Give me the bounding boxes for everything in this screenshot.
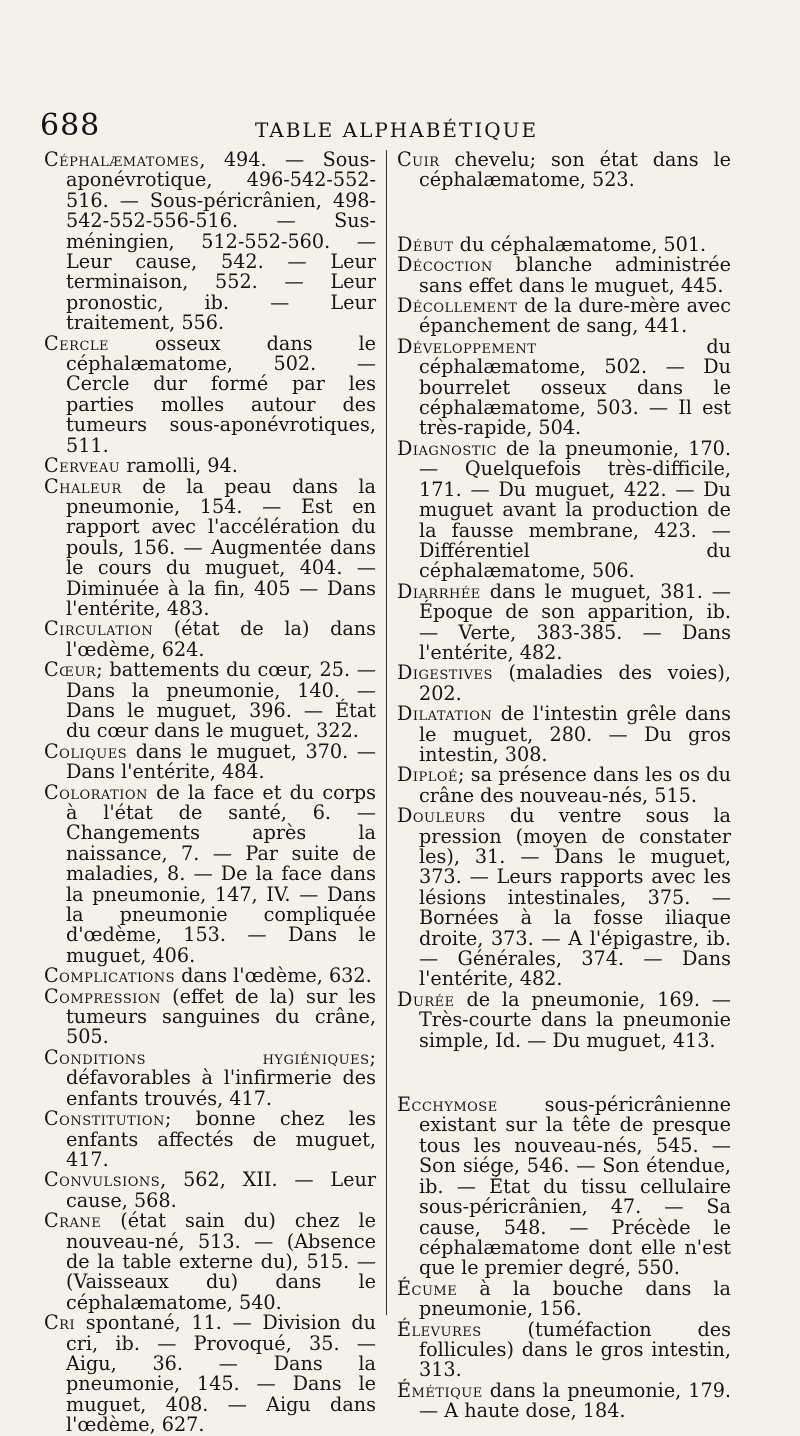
index-entry (397, 663, 731, 704)
index-term: Début (397, 232, 454, 256)
index-term: Cercle (44, 331, 110, 355)
index-text: (état de la) dans l'œdème, 624. (66, 617, 376, 661)
index-term: Chaleur (44, 474, 122, 498)
index-entry (397, 334, 731, 440)
index-term: Céphalæmatomes (44, 148, 200, 171)
index-text: de la peau dans la pneumonie, 154. — Est en rapport avec l'accélération du pouls, 156. — Augmentée dans le cours du muguet, 404. — Diminuée à la fin, 405 — Dans l'entérite, 483. (66, 474, 376, 620)
index-text: de la face et du corps à l'état de santé, 6. — Changements après la naissance, 7. — Par suite de maladies, 8. — De la face dans la pneumonie, 147, IV. — Dans la pneumonie compliquée d'œdème, 153. — Dans le muguet, 406. (66, 780, 376, 967)
index-text: de la dure-mère avec épanchement de sang, 441. (419, 294, 731, 338)
index-group-d (397, 232, 731, 1052)
index-text: dans le muguet, 370. — Dans l'entérite, 484. (66, 739, 376, 784)
index-entry (397, 765, 731, 806)
index-term: Élevures (397, 1317, 482, 1341)
section-gap (397, 1051, 731, 1095)
index-entry (397, 1378, 731, 1423)
index-entry (44, 739, 376, 784)
index-term: Cri (44, 1311, 76, 1335)
index-text: , 494. — Sous-aponévrotique, 496-542-552-516. — Sous-péricrânien, 498-542-552-556-516. — Sus-méningien, 512-552-560. — Leur cause, 542. — Leur terminaison, 552. — Leur pronostic, ib. — Leur traitement, 556. (66, 148, 376, 335)
index-text: ; défavorables à l'infirmerie des enfants trouvés, 417. (66, 1045, 376, 1110)
index-text: (tuméfaction des follicules) dans le gros intestin, 313. (419, 1317, 731, 1382)
index-entry (44, 456, 376, 476)
index-entry (44, 474, 376, 620)
index-term: Complications (44, 964, 176, 988)
index-term: Conditions hygiéniques (44, 1045, 370, 1069)
index-term: Cuir (397, 148, 440, 171)
index-entry (397, 987, 731, 1052)
index-column-right (397, 150, 731, 1422)
index-entry (397, 806, 731, 990)
index-term: Durée (397, 987, 455, 1011)
index-text: , 562, XII. — Leur cause, 568. (66, 1168, 376, 1212)
index-text: ; battements du cœur, 25. — Dans la pneumonie, 140. — Dans le muguet, 396. — État du cœur dans le muguet, 322. (66, 658, 376, 743)
index-term: Diagnostic (397, 436, 497, 460)
index-entry (44, 150, 376, 334)
index-text: de l'intestin grêle dans le muguet, 280. — Du gros intestin, 308. (419, 702, 731, 766)
index-entry (397, 436, 731, 583)
index-term: Constitution (44, 1107, 165, 1131)
index-term: Décoction (397, 253, 493, 277)
index-term: Diploé (397, 763, 459, 787)
index-text: blanche administrée sans effet dans le muguet, 445. (419, 253, 731, 297)
index-text: dans la pneumonie, 179. — A haute dose, 184. (419, 1378, 731, 1423)
index-term: Compression (44, 984, 161, 1008)
index-entry (44, 331, 376, 457)
index-text: de la pneumonie, 170. — Quelquefois très-difficile, 171. — Du muguet, 422. — Du muguet avant la production de la fausse membrane, 423. — Différentiel du céphalæmatome, 506. (419, 436, 731, 583)
index-group-e (397, 1095, 731, 1422)
index-entry (397, 150, 731, 191)
index-term: Coliques (44, 739, 128, 763)
index-term: Crane (44, 1209, 102, 1233)
index-text: à la bouche dans la pneumonie, 156. (419, 1276, 731, 1321)
index-text: spontané, 11. — Division du cri, ib. — Provoqué, 35. — Aigu, 36. — Dans la pneumonie, 145. — Dans le muguet, 408. — Aigu dans l'œdème, 627. (66, 1311, 376, 1436)
index-entry (44, 619, 376, 660)
index-entry (44, 1211, 376, 1313)
index-term: Décollement (397, 294, 518, 318)
section-gap (397, 191, 731, 235)
index-entry (44, 1045, 376, 1110)
index-text: du ventre sous la pression (moyen de constater les), 31. — Dans le muguet, 373. — Leurs rapports avec les lésions intestinales, 375. — Bornées à la fosse iliaque droite, 373. — A l'épigastre, ib. — Générales, 374. — Dans l'entérite, 482. (419, 804, 731, 991)
index-entry (44, 1313, 376, 1435)
page-header (40, 108, 740, 148)
index-term: Douleurs (397, 804, 486, 828)
index-term: Développement (397, 334, 537, 358)
index-term: Dilatation (397, 702, 493, 726)
index-term: Digestives (397, 661, 493, 685)
index-term: Coloration (44, 780, 148, 804)
index-entry (44, 780, 376, 967)
index-entry (44, 966, 376, 986)
index-text: (effet de la) sur les tumeurs sanguines du crâne, 505. (66, 984, 376, 1049)
index-entry (397, 1095, 731, 1279)
index-text: du céphalæmatome, 501. (453, 232, 707, 256)
index-term: Cœur (44, 658, 97, 682)
index-text: sous-péricrânienne existant sur la tête de presque tous les nouveau-nés, 545. — Son siége, 546. — Son étendue, ib. — État du tissu cellulaire sous-péricrânien, 47. — Sa cause, 548. — Précède le céphalæmatome dont elle n'est que le premier degré, 550. (419, 1093, 731, 1280)
index-text: osseux dans le céphalæmatome, 502. — Cercle dur formé par les parties molles autour des tumeurs sous-aponévrotiques, 511. (66, 331, 376, 457)
index-term: Cerveau (44, 454, 121, 478)
index-entry (44, 1109, 376, 1170)
index-text: (état sain du) chez le nouveau-né, 513. — (Absence de la table externe du), 515. — (Vaisseaux du) dans le céphalæmatome, 540. (66, 1209, 376, 1314)
index-term: Ecchymose (397, 1093, 498, 1117)
column-divider (386, 150, 387, 1315)
index-entry (397, 296, 731, 337)
index-entry (397, 232, 731, 256)
index-entry (44, 984, 376, 1049)
index-column-left (44, 150, 376, 1436)
running-title: TABLE ALPHABÉTIQUE (255, 118, 539, 142)
index-entry (397, 1276, 731, 1321)
index-entry (397, 579, 731, 664)
index-entry (397, 1317, 731, 1382)
index-entry (397, 704, 731, 765)
index-term: Écume (397, 1276, 458, 1300)
index-text: ; sa présence dans les os du crâne des nouveau-nés, 515. (419, 763, 731, 807)
index-text: dans le muguet, 381. — Époque de son apparition, ib. — Verte, 383-385. — Dans l'entérite, 482. (419, 579, 731, 664)
index-text: de la pneumonie, 169. — Très-courte dans la pneumonie simple, Id. — Du muguet, 413. (419, 987, 731, 1052)
index-text: chevelu; son état dans le céphalæmatome, 523. (419, 148, 731, 192)
page-number: 688 (40, 108, 101, 143)
index-text: dans l'œdème, 632. (175, 964, 372, 988)
index-term: Émétique (397, 1378, 483, 1402)
index-text: du céphalæmatome, 502. — Du bourrelet osseux dans le céphalæmatome, 503. — Il est très-rapide, 504. (419, 334, 731, 440)
index-text: ; bonne chez les enfants affectés de muguet, 417. (66, 1107, 376, 1171)
index-text: ramolli, 94. (120, 454, 238, 478)
index-entry (397, 255, 731, 296)
index-text: (maladies des voies), 202. (419, 661, 731, 705)
index-group-c (397, 150, 731, 191)
index-entry (44, 1170, 376, 1211)
index-term: Circulation (44, 617, 154, 641)
index-term: Convulsions (44, 1168, 161, 1192)
index-term: Diarrhée (397, 579, 481, 603)
index-entry (44, 660, 376, 742)
